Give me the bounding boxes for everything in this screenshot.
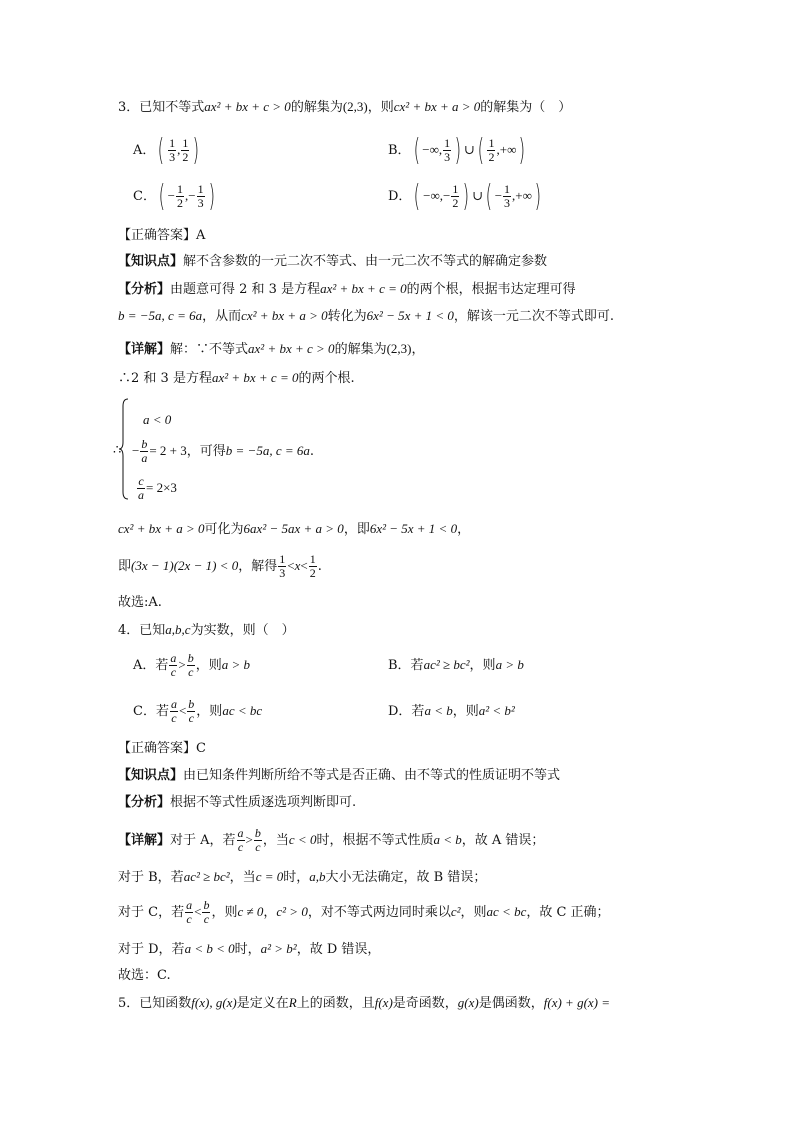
q4-detail-d: 对于 D，若a < b < 0时，a² > b²，故 D 错误，: [118, 941, 381, 957]
q3-option-c: C．( − $\frac{1}{2}$ ,− $\frac{1}{3}$ ): [133, 178, 215, 214]
system-line-3: $\frac{c}{a}$ = 2×3: [138, 474, 177, 502]
fraction: $\frac{a}{c}$: [237, 826, 244, 854]
fraction: $\frac{1}{3}$: [197, 182, 204, 210]
fraction: $\frac{a}{c}$: [170, 651, 177, 679]
fraction: $\frac{b}{c}$: [203, 898, 210, 926]
q4-option-d: D．若a < b，则a² < b²: [388, 703, 515, 719]
therefore-symbol: ∴: [113, 443, 122, 458]
q3-analysis: 【分析】由题意可得 2 和 3 是方程ax² + bx + c = 0的两个根，根据韦达定理可得: [118, 281, 576, 297]
fraction: $\frac{1}{3}$: [279, 552, 286, 580]
fraction: $\frac{1}{2}$: [309, 552, 316, 580]
q3-factor: 即(3x − 1)(2x − 1) < 0，解得 $\frac{1}{3}$ <x< $\frac{1}{2}$ .: [118, 552, 322, 580]
q3-analysis-cont: b = −5a, c = 6a，从而cx² + bx + a > 0转化为6x² − 5x + 1 < 0，解该一元二次不等式即可.: [118, 308, 615, 324]
q3-stem-text3: ，则: [367, 100, 394, 115]
fraction: $\frac{a}{c}$: [186, 898, 193, 926]
q5-stem: 5．已知函数f(x), g(x)是定义在R上的函数，且f(x)是奇函数，g(x)是偶函数，f(x) + g(x) =: [118, 995, 611, 1011]
q3-option-d: D．( −∞,− $\frac{1}{2}$ ) ∪( − $\frac{1}{3}$ ,+∞): [388, 178, 541, 214]
fraction: $\frac{b}{c}$: [254, 826, 261, 854]
fraction: $\frac{b}{c}$: [187, 651, 194, 679]
q3-stem-text: 3．已知不等式: [118, 100, 205, 115]
fraction: $\frac{b}{a}$: [141, 437, 148, 465]
q3-answer: 【正确答案】A: [118, 228, 206, 243]
q3-inequality2: cx² + bx + a > 0: [393, 99, 481, 114]
q3-conversion: cx² + bx + a > 0可化为6ax² − 5ax + a > 0，即6x² − 5x + 1 < 0，: [118, 521, 471, 537]
option-label: B．: [388, 143, 411, 158]
q3-option-b: B．( −∞, $\frac{1}{3}$ ) ∪( $\frac{1}{2}$ ,+∞): [388, 132, 526, 168]
q3-detail-1: 【详解】解：∵不等式ax² + bx + c > 0的解集为(2,3)，: [118, 341, 425, 357]
fraction: $\frac{a}{c}$: [170, 697, 177, 725]
q4-detail-a: 【详解】对于 A，若 $\frac{a}{c}$ > $\frac{b}{c}$ ，当c < 0时，根据不等式性质a < b，故 A 错误；: [118, 826, 545, 854]
fraction: $\frac{c}{a}$: [138, 474, 144, 502]
fraction: $\frac{1}{2}$: [488, 136, 495, 164]
option-label: C．: [133, 189, 156, 204]
fraction: $\frac{1}{2}$: [182, 136, 189, 164]
option-label: D．: [388, 189, 412, 204]
q4-answer: 【正确答案】C: [118, 741, 206, 756]
q4-option-b: B．若ac² ≥ bc²，则a > b: [388, 657, 524, 673]
q4-option-c: C．若 $\frac{a}{c}$ < $\frac{b}{c}$ ，则ac < bc: [133, 697, 263, 725]
q4-conclusion: 故选：C.: [118, 968, 171, 983]
fraction: $\frac{b}{c}$: [188, 697, 195, 725]
q4-analysis: 【分析】根据不等式性质逐选项判断即可.: [118, 795, 357, 810]
q3-conclusion: 故选:A.: [118, 595, 162, 610]
system-line-1: a < 0: [143, 412, 172, 427]
q3-inequality: ax² + bx + c > 0: [204, 99, 291, 114]
fraction: $\frac{1}{3}$: [504, 182, 511, 210]
q3-stem: [118, 98, 571, 117]
option-label: A．: [133, 143, 156, 158]
q3-stem-text2: 的解集为: [290, 100, 343, 115]
fraction: $\frac{1}{2}$: [452, 182, 459, 210]
q4-detail-b: 对于 B，若ac² ≥ bc²，当c = 0时，a,b大小无法确定，故 B 错误；: [118, 869, 487, 885]
q4-stem: 4．已知a,b,c为实数，则（ ）: [118, 622, 295, 638]
system-line-2: − $\frac{b}{a}$ = 2 + 3，可得b = −5a, c = 6a.: [132, 437, 315, 465]
q3-option-a: A．( $\frac{1}{3}$ , $\frac{1}{2}$ ): [133, 132, 200, 168]
q3-stem-text4: 的解集为（ ）: [480, 100, 572, 115]
q3-detail-2: ∴2 和 3 是方程ax² + bx + c = 0的两个根.: [118, 370, 355, 386]
fraction: $\frac{1}{3}$: [169, 136, 176, 164]
fraction: $\frac{1}{2}$: [177, 182, 184, 210]
q4-knowledge: 【知识点】由已知条件判断所给不等式是否正确、由不等式的性质证明不等式: [118, 768, 561, 783]
q3-knowledge: 【知识点】解不含参数的一元二次不等式、由一元二次不等式的解确定参数: [118, 254, 548, 269]
q4-detail-c: 对于 C，若 $\frac{a}{c}$ < $\frac{b}{c}$ ，则c ≠ 0，c² > 0，对不等式两边同时乘以c²，则ac < bc，故 C 正确；: [118, 898, 610, 926]
q3-interval: (2,3): [342, 99, 368, 114]
q4-option-a: A．若 $\frac{a}{c}$ > $\frac{b}{c}$ ，则a > b: [133, 651, 251, 679]
fraction: $\frac{1}{3}$: [444, 136, 451, 164]
